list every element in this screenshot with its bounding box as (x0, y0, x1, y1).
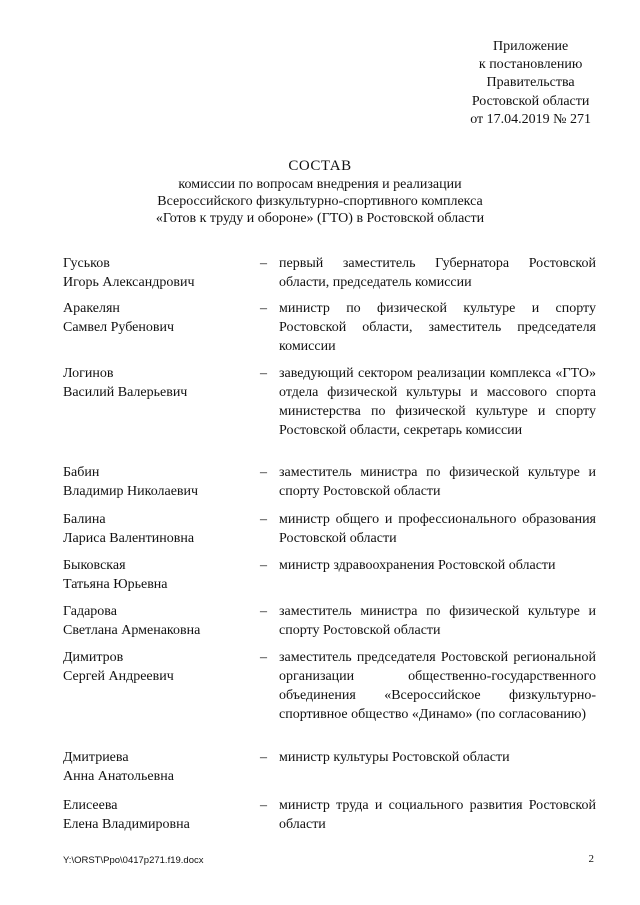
member-given-names: Светлана Арменаковна (63, 623, 201, 638)
dash-separator: – (260, 465, 267, 480)
dash-separator: – (260, 750, 267, 765)
member-role: министр по физической культуре и спорту Ростовской области, заместитель председателя комиссии (279, 301, 596, 354)
member-given-names: Игорь Александрович (63, 275, 195, 290)
page-number: 2 (588, 853, 594, 865)
member-role: министр труда и социального развития Ростовской области (279, 798, 596, 832)
title-line: Всероссийского физкультурно-спортивного комплекса (157, 194, 483, 209)
member-surname: Аракелян (63, 301, 120, 316)
member-name (63, 648, 253, 686)
member-role: министр здравоохранения Ростовской области (279, 558, 556, 573)
member-surname: Дмитриева (63, 750, 129, 765)
member-surname: Елисеева (63, 798, 118, 813)
member-name (63, 299, 253, 337)
appendix-header (470, 38, 591, 129)
member-given-names: Лариса Валентиновна (63, 531, 195, 546)
member-given-names: Василий Валерьевич (63, 385, 188, 400)
member-name (63, 796, 253, 834)
document-title (0, 157, 640, 227)
member-name (63, 510, 253, 548)
dash-separator: – (260, 798, 267, 813)
member-name (63, 364, 253, 402)
member-surname: Гадарова (63, 604, 117, 619)
member-name (63, 556, 253, 594)
member-name (63, 254, 253, 292)
member-name (63, 463, 253, 501)
member-name (63, 748, 253, 786)
member-surname: Бабин (63, 465, 100, 480)
member-given-names: Татьяна Юрьевна (63, 577, 168, 592)
appendix-line: Приложение (493, 39, 569, 54)
footer-file-path: Y:\ORST\Ppo\0417p271.f19.docx (63, 855, 204, 866)
member-surname: Быковская (63, 558, 126, 573)
member-surname: Логинов (63, 366, 114, 381)
dash-separator: – (260, 256, 267, 271)
appendix-line: Ростовской области (471, 93, 590, 109)
member-surname: Димитров (63, 650, 124, 665)
member-role: заведующий сектором реализации комплекса «ГТО» отдела физической культуры и массового спорта министерства по физической культуре и спорту Ростовской области, секретарь комиссии (279, 366, 596, 438)
dash-separator: – (260, 650, 267, 665)
member-role: министр культуры Ростовской области (279, 750, 510, 765)
member-role: заместитель министра по физической культуре и спорту Ростовской области (279, 465, 596, 499)
member-given-names: Самвел Рубенович (63, 320, 175, 335)
member-role: министр общего и профессионального образования Ростовской области (279, 512, 596, 546)
dash-separator: – (260, 558, 267, 573)
title-line: «Готов к труду и обороне» (ГТО) в Ростовской области (155, 211, 485, 226)
appendix-line: от 17.04.2019 № 271 (470, 111, 591, 127)
dash-separator: – (260, 604, 267, 619)
appendix-line: к постановлению (478, 57, 583, 73)
member-given-names: Сергей Андреевич (63, 669, 174, 684)
dash-separator: – (260, 512, 267, 527)
member-given-names: Елена Владимировна (63, 817, 190, 832)
member-given-names: Анна Анатольевна (63, 769, 174, 784)
member-name (63, 602, 253, 640)
title-line: комиссии по вопросам внедрения и реализации (178, 177, 462, 192)
member-surname: Балина (63, 512, 106, 527)
member-given-names: Владимир Николаевич (63, 484, 199, 499)
dash-separator: – (260, 366, 267, 381)
appendix-line: Правительства (486, 75, 575, 91)
title-heading: СОСТАВ (288, 158, 352, 174)
member-surname: Гуськов (63, 256, 110, 271)
member-role: заместитель председателя Ростовской региональной организации общественно-государственного объединения «Всероссийское физкультурно-спортивное общество «Динамо» (по согласованию) (279, 650, 596, 722)
member-role: заместитель министра по физической культуре и спорту Ростовской области (279, 604, 596, 638)
member-role: первый заместитель Губернатора Ростовской области, председатель комиссии (279, 256, 596, 290)
dash-separator: – (260, 301, 267, 316)
